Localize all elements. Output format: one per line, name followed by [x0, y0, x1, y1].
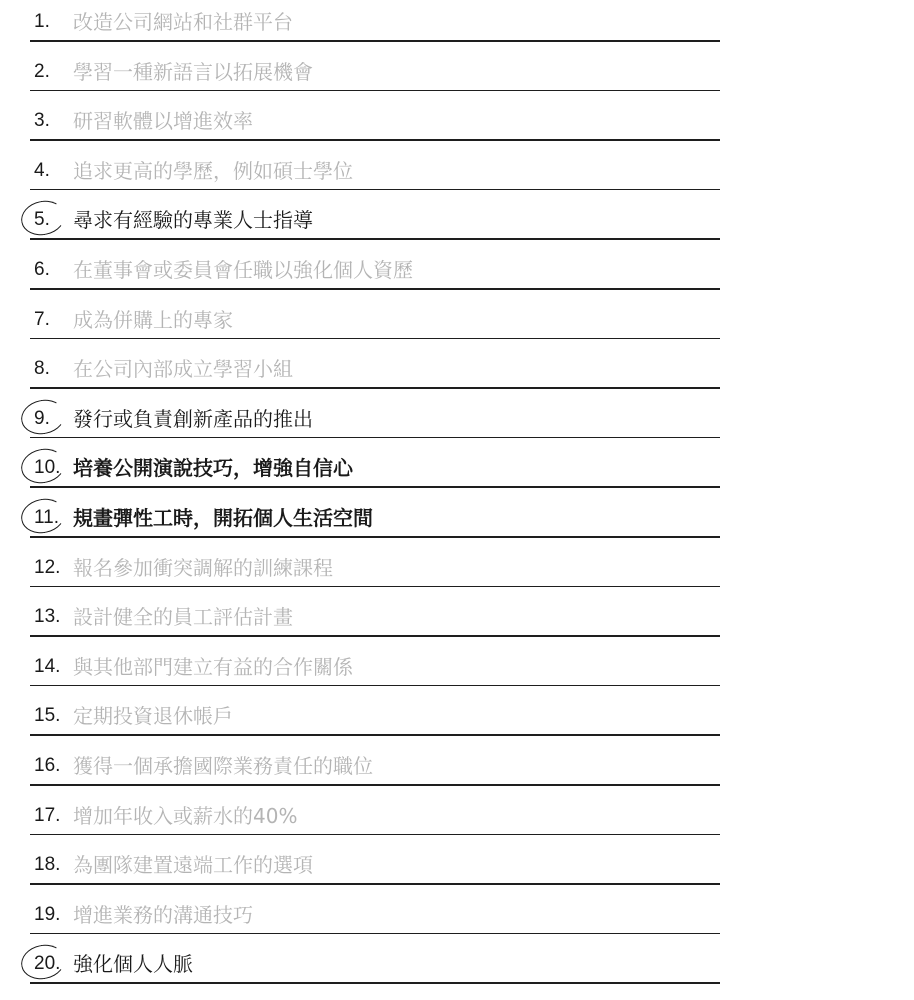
item-number: 2. — [34, 60, 50, 82]
item-text: 為團隊建置遠端工作的選項 — [73, 853, 313, 878]
list-item — [30, 595, 720, 645]
list-item-selected — [30, 446, 720, 496]
item-text: 規畫彈性工時，開拓個人生活空間 — [73, 506, 373, 530]
ruled-line — [30, 387, 720, 389]
list-item-selected — [30, 397, 720, 447]
ruled-line — [30, 486, 720, 488]
ruled-line — [30, 288, 720, 290]
list-item-selected — [30, 496, 720, 546]
item-text: 發行或負責創新產品的推出 — [73, 406, 313, 431]
ruled-line — [30, 189, 720, 191]
item-number: 7. — [34, 308, 50, 330]
item-text: 定期投資退休帳戶 — [73, 704, 233, 729]
item-text: 改造公司網站和社群平台 — [73, 10, 293, 34]
item-text: 尋求有經驗的專業人士指導 — [73, 208, 313, 233]
item-text: 獲得一個承擔國際業務責任的職位 — [73, 754, 373, 778]
item-number: 8. — [34, 358, 50, 380]
item-number: 10. — [34, 457, 61, 479]
item-number: 16. — [34, 755, 61, 776]
item-text: 強化個人人脈 — [73, 952, 193, 977]
list-item — [30, 546, 720, 596]
item-text: 報名參加衝突調解的訓練課程 — [73, 555, 333, 580]
list-item — [30, 794, 720, 844]
ruled-line — [30, 238, 720, 240]
item-number: 18. — [34, 854, 61, 876]
ruled-line — [30, 883, 720, 885]
item-text: 設計健全的員工評估計畫 — [73, 605, 293, 630]
ruled-line — [30, 734, 720, 736]
item-number: 6. — [34, 259, 50, 280]
ruled-line — [30, 536, 720, 538]
item-number: 11. — [34, 507, 60, 528]
list-item — [30, 50, 720, 100]
ruled-line — [30, 40, 720, 42]
ruled-line — [30, 982, 720, 984]
list-item — [30, 694, 720, 744]
item-text: 增進業務的溝通技巧 — [73, 902, 253, 927]
list-item — [30, 645, 720, 695]
item-number: 1. — [34, 11, 50, 32]
ruled-line — [30, 90, 720, 92]
list-item — [30, 744, 720, 794]
item-text: 學習一種新語言以拓展機會 — [73, 59, 313, 84]
ruled-line — [30, 784, 720, 786]
item-number: 12. — [34, 556, 61, 578]
item-number: 5. — [34, 209, 50, 231]
item-text: 在董事會或委員會任職以強化個人資歷 — [73, 258, 413, 282]
item-number: 14. — [34, 655, 61, 677]
item-number: 4. — [34, 159, 50, 181]
list-item — [30, 347, 720, 397]
list-item — [30, 149, 720, 199]
list-item — [30, 99, 720, 149]
item-number: 15. — [34, 705, 61, 727]
list-item — [30, 843, 720, 893]
item-text: 追求更高的學歷，例如碩士學位 — [73, 158, 353, 183]
ruled-line — [30, 139, 720, 141]
item-number: 19. — [34, 903, 61, 925]
item-text: 增加年收入或薪水的40% — [73, 803, 298, 828]
ruled-line — [30, 586, 720, 588]
item-text: 與其他部門建立有益的合作關係 — [73, 654, 353, 679]
item-number: 3. — [34, 110, 50, 132]
list-item-selected — [30, 198, 720, 248]
list-item-selected — [30, 942, 720, 992]
item-number: 20. — [34, 953, 61, 975]
item-text: 培養公開演說技巧，增強自信心 — [73, 456, 353, 481]
item-text: 在公司內部成立學習小組 — [73, 357, 293, 382]
ruled-line — [30, 338, 720, 340]
ruled-line — [30, 834, 720, 836]
list-item — [30, 0, 720, 50]
item-number: 9. — [34, 407, 50, 429]
ruled-line — [30, 933, 720, 935]
ruled-line — [30, 437, 720, 439]
item-number: 17. — [34, 804, 61, 826]
ruled-line — [30, 635, 720, 637]
item-text: 研習軟體以增進效率 — [73, 109, 253, 134]
item-text: 成為併購上的專家 — [73, 307, 233, 332]
list-item — [30, 893, 720, 943]
item-number: 13. — [34, 606, 61, 628]
ruled-line — [30, 685, 720, 687]
list-item — [30, 298, 720, 348]
list-item — [30, 248, 720, 298]
